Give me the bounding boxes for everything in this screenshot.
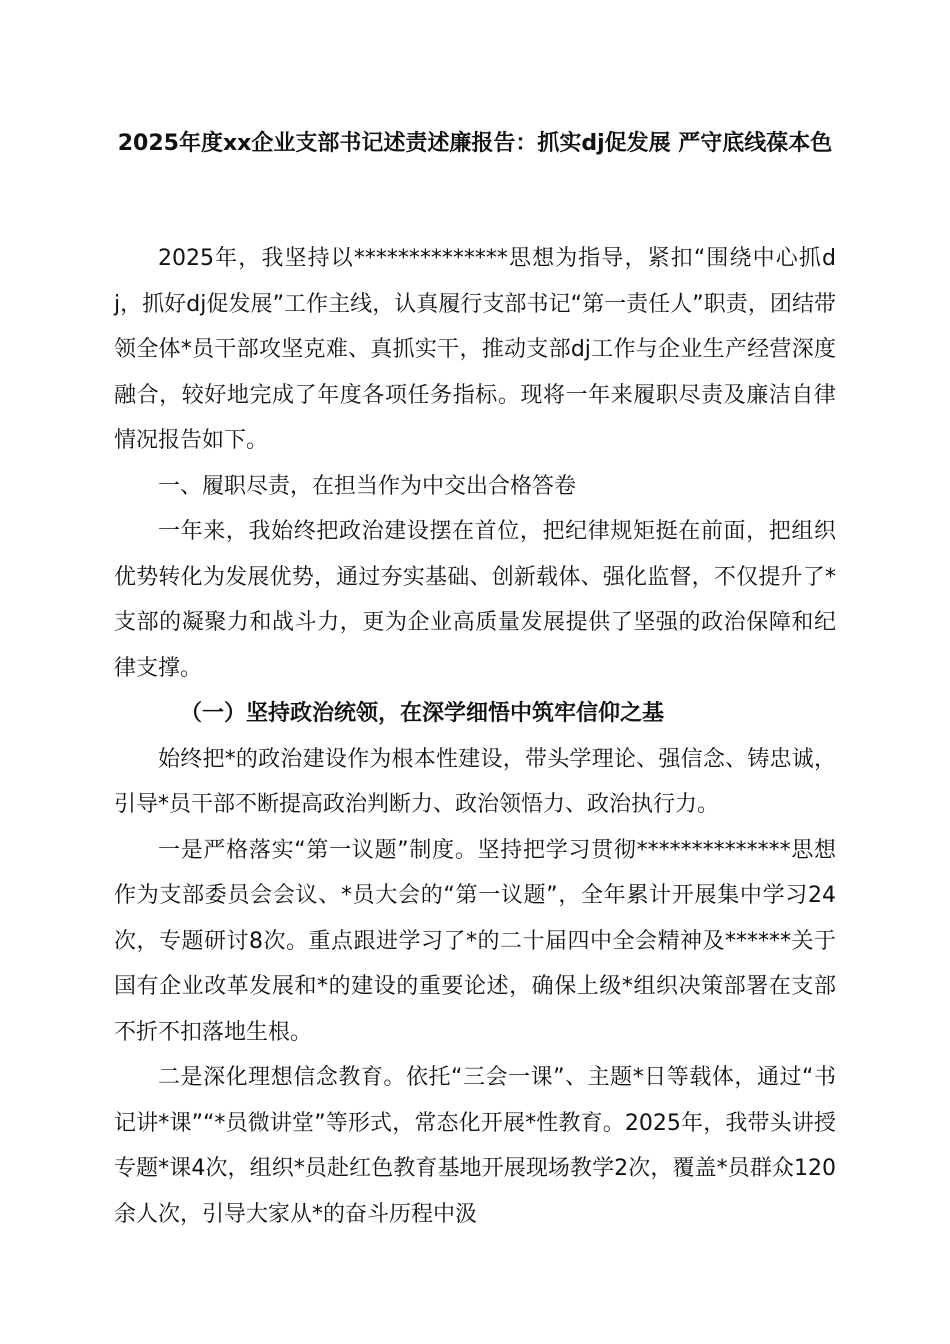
intro-paragraph: 2025年，我坚持以**************思想为指导，紧扣“围绕中心抓dj，抓好dj促发展”工作主线，认真履行支部书记“第一责任人”职责，团结带领全体*员干部攻坚克难、真抓实干，推动支部dj工作与企业生产经营深度融合，较好地完成了年度各项任务指标。现将一年来履职尽责及廉洁自律情况报告如下。 [114,246,836,453]
document-title: 2025年度xx企业支部书记述责述廉报告：抓实dj促发展 严守底线葆本色 [117,131,833,156]
point-two-paragraph: 二是深化理想信念教育。依托“三会一课”、主题*日等载体，通过“书记讲*课”“*员微讲堂”等形式，常态化开展*性教育。2025年，我带头讲授专题*课4次，组织*员赴红色教育基地开展现场教学2次，覆盖*员群众120余人次，引导大家从*的奋斗历程中汲 [114,1065,836,1227]
subsection-1-intro-paragraph: 始终把*的政治建设作为根本性建设，带头学理论、强信念、铸忠诚，引导*员干部不断提高政治判断力、政治领悟力、政治执行力。 [114,746,836,817]
section-heading-1: 一、履职尽责，在担当作为中交出合格答卷 [158,473,577,499]
subsection-heading-1: （一）坚持政治统领，在深学细悟中筑牢信仰之基 [180,701,665,726]
section-1-summary-paragraph: 一年来，我始终把政治建设摆在首位，把纪律规矩挺在前面，把组织优势转化为发展优势，通过夯实基础、创新载体、强化监督，不仅提升了*支部的凝聚力和战斗力，更为企业高质量发展提供了坚强的政治保障和纪律支撑。 [114,519,836,681]
document-body [114,236,836,1237]
point-one-paragraph: 一是严格落实“第一议题”制度。坚持把学习贯彻**************思想作为支部委员会会议、*员大会的“第一议题”，全年累计开展集中学习24次，专题研讨8次。重点跟进学习了*的二十届四中全会精神及******关于国有企业改革发展和*的建设的重要论述，确保上级*组织决策部署在支部不折不扣落地生根。 [114,837,836,1045]
